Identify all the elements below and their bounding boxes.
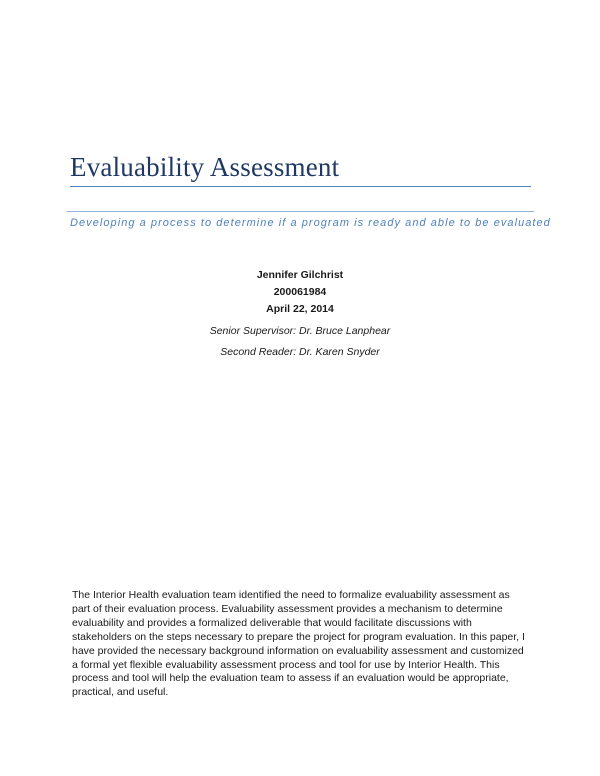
author-name: Jennifer Gilchrist — [256, 269, 344, 281]
author-block — [0, 267, 600, 318]
student-id: 200061984 — [273, 286, 327, 298]
document-subtitle: Developing a process to determine if a program is ready and able to be evaluated — [70, 217, 551, 229]
second-reader: Second Reader: Dr. Karen Snyder — [220, 346, 380, 358]
committee-block — [0, 321, 600, 363]
subtitle-divider — [67, 211, 534, 212]
document-date: April 22, 2014 — [266, 303, 334, 315]
senior-supervisor: Senior Supervisor: Dr. Bruce Lanphear — [209, 325, 391, 337]
title-divider — [70, 186, 531, 187]
abstract-paragraph: The Interior Health evaluation team identified the need to formalize evaluability assessment as part of their evaluation process. Evaluability assessment provides a mechanism to determine evaluability and provides a formalized deliverable that would facilitate discussions with stakeholders on the steps necessary to prepare the project for program evaluation. In this paper, I have provided the necessary background information on evaluability assessment and customized a formal yet flexible evaluability assessment process and tool for use by Interior Health. This process and tool will help the evaluation team to assess if an evaluation would be appropriate, practical, and useful. — [72, 589, 525, 699]
document-title: Evaluability Assessment — [70, 152, 340, 182]
